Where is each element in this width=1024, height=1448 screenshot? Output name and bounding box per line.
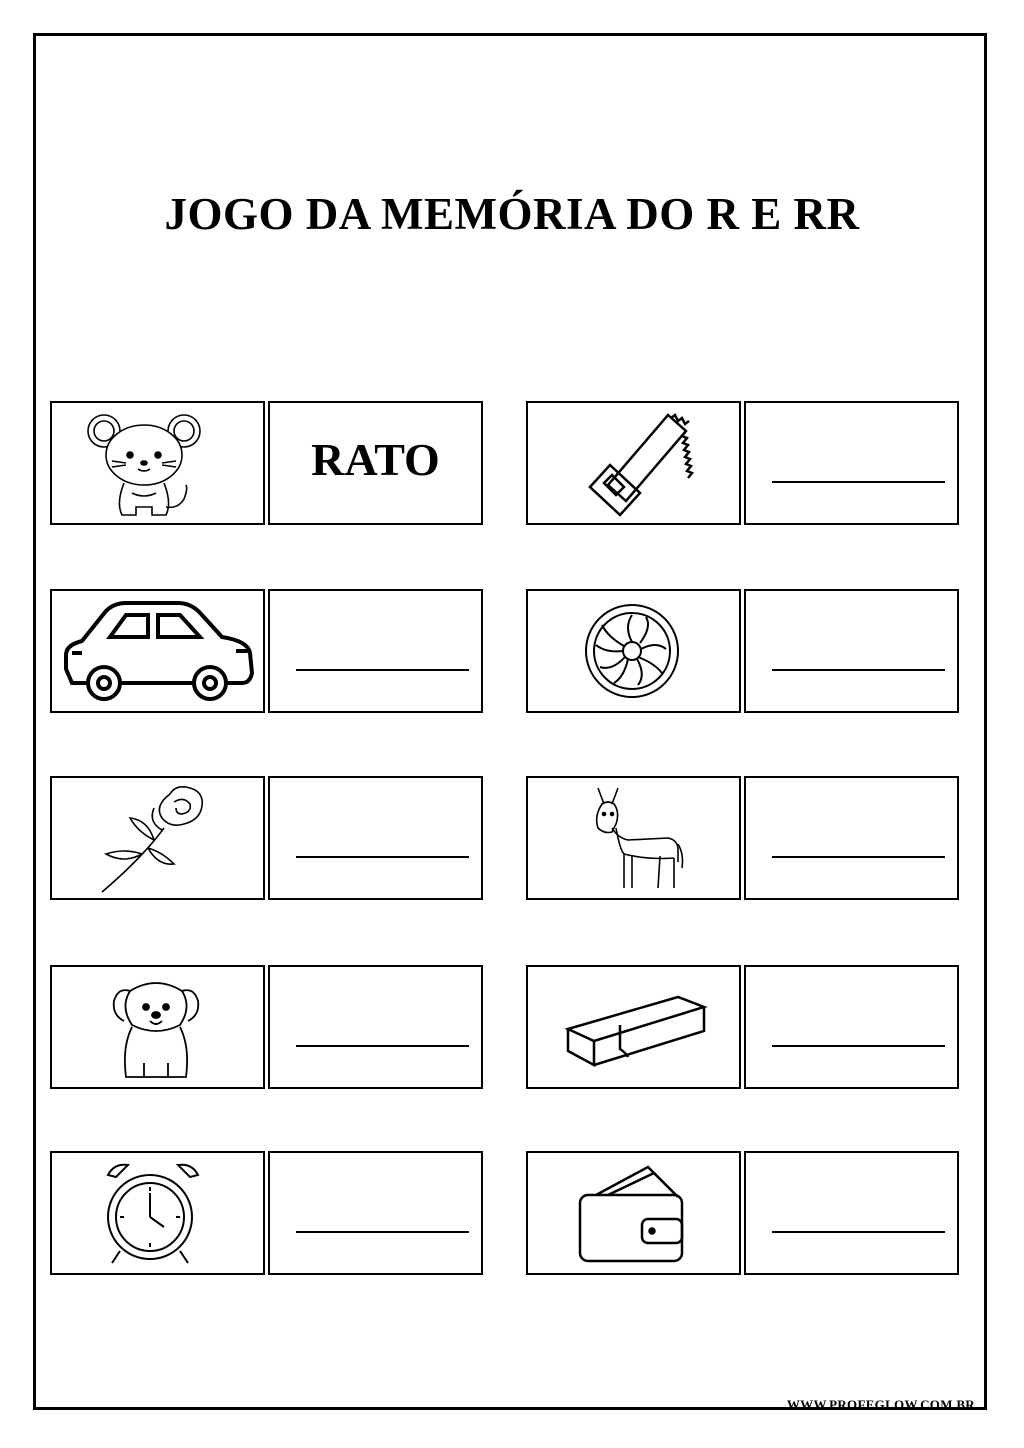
word-card-rose[interactable] — [268, 776, 483, 900]
picture-card-car[interactable] — [50, 589, 265, 713]
word-card-puppy[interactable] — [268, 965, 483, 1089]
answer-line[interactable] — [296, 669, 469, 671]
word-card-donkey[interactable] — [744, 776, 959, 900]
picture-card-rose[interactable] — [50, 776, 265, 900]
page-title: JOGO DA MEMÓRIA DO R E RR — [164, 189, 860, 239]
answer-line[interactable] — [772, 1231, 945, 1233]
picture-card-wheel[interactable] — [526, 589, 741, 713]
saw-icon — [528, 403, 739, 523]
wallet-icon — [528, 1153, 739, 1273]
word-card-car[interactable] — [268, 589, 483, 713]
picture-card-alarm-clock[interactable] — [50, 1151, 265, 1275]
puppy-icon — [52, 967, 263, 1087]
word-card-wallet[interactable] — [744, 1151, 959, 1275]
answer-line[interactable] — [772, 1045, 945, 1047]
picture-card-donkey[interactable] — [526, 776, 741, 900]
word-card-alarm-clock[interactable] — [268, 1151, 483, 1275]
picture-card-puppy[interactable] — [50, 965, 265, 1089]
word-card-eraser[interactable] — [744, 965, 959, 1089]
alarm-clock-icon — [52, 1153, 263, 1273]
picture-card-eraser[interactable] — [526, 965, 741, 1089]
rose-icon — [52, 778, 263, 898]
picture-card-mouse[interactable] — [50, 401, 265, 525]
donkey-icon — [528, 778, 739, 898]
car-icon — [52, 591, 263, 711]
eraser-icon — [528, 967, 739, 1087]
picture-card-saw[interactable] — [526, 401, 741, 525]
mouse-icon — [52, 403, 263, 523]
answer-line[interactable] — [772, 669, 945, 671]
answer-line[interactable] — [772, 856, 945, 858]
picture-card-wallet[interactable] — [526, 1151, 741, 1275]
wheel-icon — [528, 591, 739, 711]
word-card-saw[interactable] — [744, 401, 959, 525]
answer-line[interactable] — [772, 481, 945, 483]
footer-url: WWW.PROFEGLOW.COM.BR — [786, 1397, 975, 1412]
answer-line[interactable] — [296, 1045, 469, 1047]
word-card-rato[interactable] — [268, 401, 483, 525]
answer-line[interactable] — [296, 1231, 469, 1233]
answer-line[interactable] — [296, 856, 469, 858]
word-card-wheel[interactable] — [744, 589, 959, 713]
word-label: RATO — [311, 434, 440, 485]
